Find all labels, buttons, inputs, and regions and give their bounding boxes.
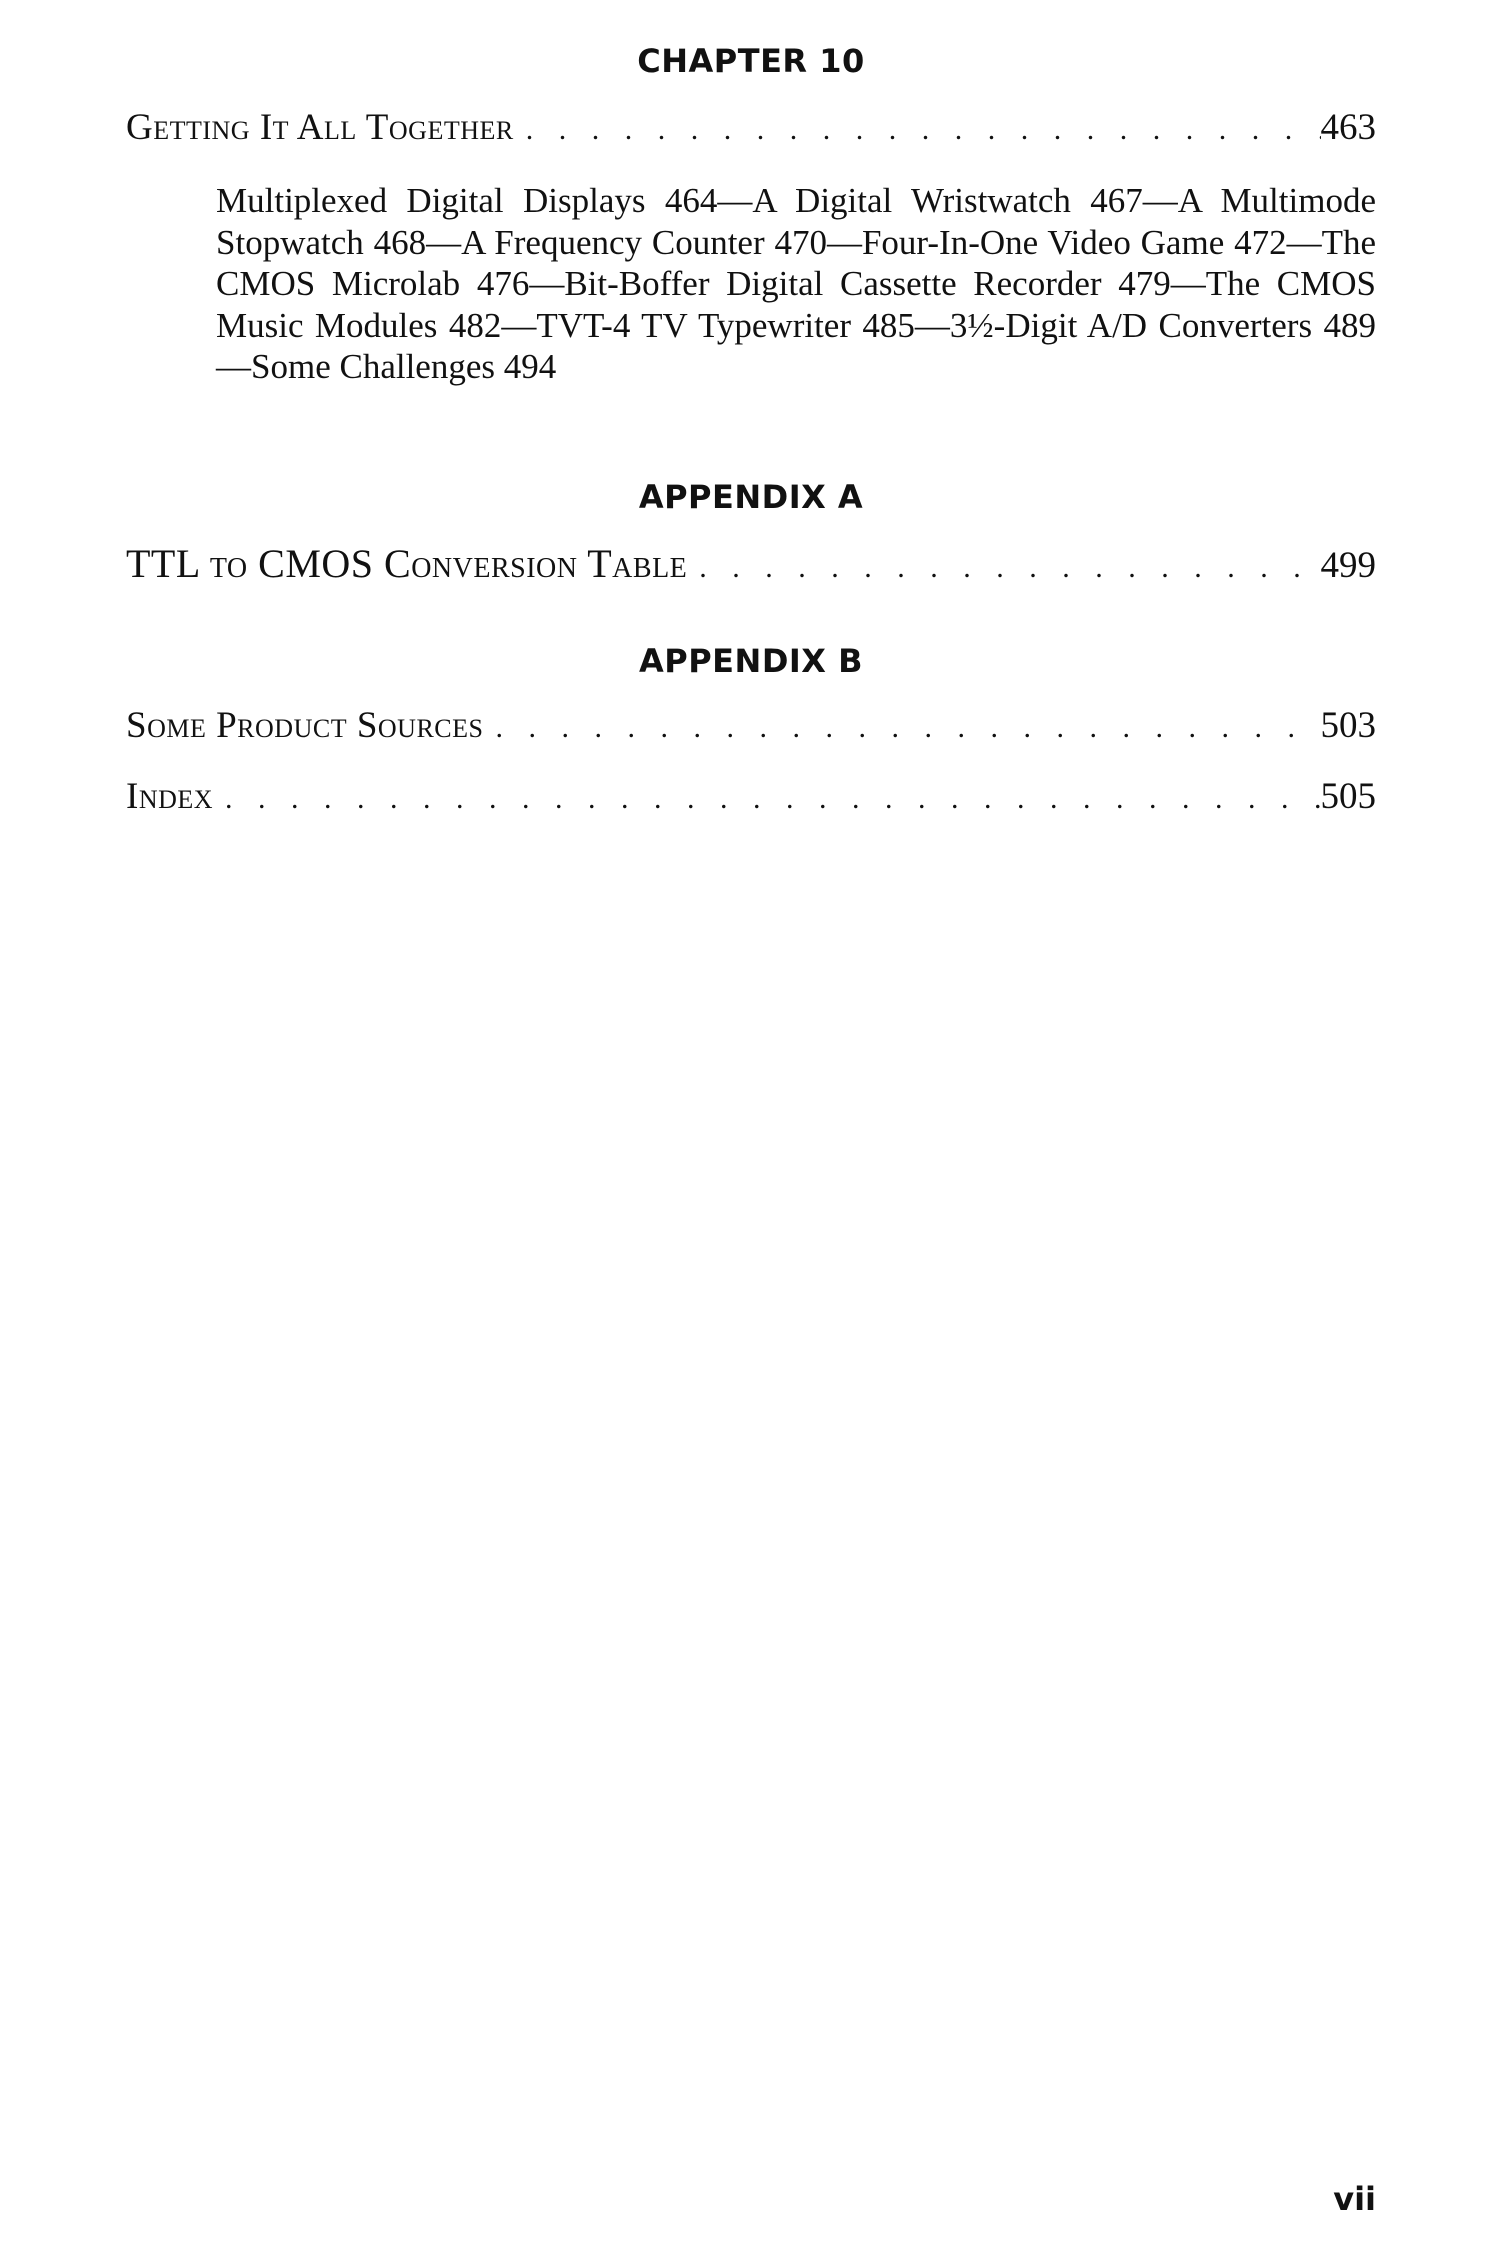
chapter-10-heading: CHAPTER 10 [637, 42, 865, 80]
page-number-folio: vii [1333, 2180, 1376, 2218]
toc-entry-page: 463 [1320, 107, 1376, 148]
dot-leader [213, 782, 1320, 816]
appendix-a-heading: APPENDIX A [638, 478, 864, 516]
toc-page [126, 0, 1376, 2250]
appendix-b-heading: APPENDIX B [639, 642, 863, 680]
dot-leader [483, 711, 1320, 745]
toc-entry-title: Getting It All Together [126, 107, 514, 148]
toc-entry-title: Index [126, 776, 214, 817]
toc-entry-index [126, 775, 1376, 818]
toc-entry-page: 503 [1320, 705, 1376, 746]
dot-leader [687, 551, 1320, 585]
toc-entry-title: TTL to CMOS Conversion Table [126, 541, 688, 586]
chapter-10-summary: Multiplexed Digital Displays 464—A Digital Wristwatch 467—A Multimode Stopwatch 468—A Frequency Counter 470—Four-In-One Video Game 472—The CMOS Microlab 476—Bit-Boffer Digital Cassette Recorder 479—The CMOS Music Modules 482—TVT-4 TV Typewriter 485—3½-Digit A/D Converters 489—Some Challenges 494 [216, 181, 1376, 386]
dot-leader [514, 113, 1321, 147]
toc-entry-page: 499 [1320, 545, 1376, 586]
toc-entry-appendix-b [126, 704, 1376, 747]
toc-entry-appendix-a [126, 540, 1376, 587]
toc-entry-page: 505 [1320, 776, 1376, 817]
toc-entry-title: Some Product Sources [126, 705, 484, 746]
toc-entry-chapter-10 [126, 106, 1376, 149]
